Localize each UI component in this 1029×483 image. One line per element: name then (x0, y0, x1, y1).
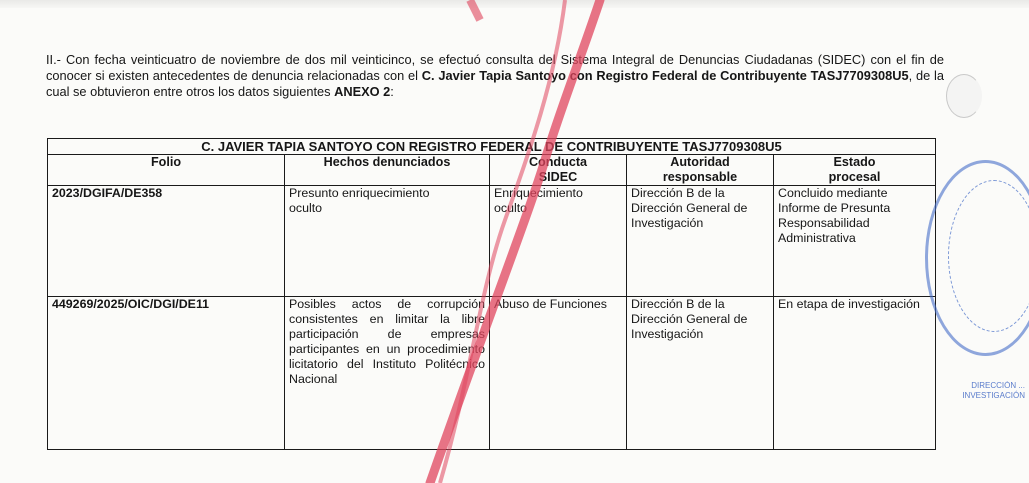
paragraph-text-2: , de la cual se obtuvieron entre otros los datos siguientes (46, 67, 944, 99)
header-estado: Estado procesal (774, 155, 936, 186)
cell-hechos: Presunto enriquecimiento oculto (285, 186, 490, 297)
punch-hole (946, 74, 982, 118)
paragraph-bold-name: C. Javier Tapia Santoyo con Registro Federal de Contribuyente TASJ7709308U5 (421, 67, 909, 83)
paragraph-text-3: : (390, 83, 394, 99)
cell-autoridad: Dirección B de la Dirección General de Investigación (627, 297, 774, 450)
table-title: C. JAVIER TAPIA SANTOYO CON REGISTRO FEDERAL DE CONTRIBUYENTE TASJ7709308U5 (48, 139, 936, 155)
cell-estado: Concluido mediante Informe de Presunta Responsabilidad Administrativa (774, 186, 936, 297)
paragraph-bold-annex: ANEXO 2 (334, 83, 391, 99)
table-row (48, 186, 936, 297)
page-top-edge (0, 0, 1029, 8)
table-row (48, 297, 936, 450)
stamp-caption-text: DIRECCIÓN ... INVESTIGACIÓN (962, 381, 1025, 400)
table-header-row (48, 155, 936, 186)
cell-estado: En etapa de investigación (774, 297, 936, 450)
header-autoridad: Autoridad responsable (627, 155, 774, 186)
header-folio: Folio (48, 155, 285, 186)
cell-conducta: Enriquecimiento oculto (490, 186, 627, 297)
complaints-table (47, 138, 936, 450)
header-conducta: Conducta SIDEC (490, 155, 627, 186)
paragraph-text-1: II.- Con fecha veinticuatro de noviembre de dos mil veinticinco, se efectuó consulta del Sistema Integral de Denuncias Ciudadanas (SIDEC) con el fin de conocer si existen antecedentes de denuncia relacionadas con el (46, 51, 944, 83)
cell-folio: 2023/DGIFA/DE358 (48, 186, 285, 297)
header-hechos: Hechos denunciados (285, 155, 490, 186)
cell-autoridad: Dirección B de la Dirección General de Investigación (627, 186, 774, 297)
table-title-row (48, 139, 936, 155)
cell-hechos: Posibles actos de corrupción consistentes en limitar la libre participación de empresas participantes en un procedimiento licitatorio del Instituto Politécnico Nacional (285, 297, 490, 450)
cell-folio: 449269/2025/OIC/DGI/DE11 (48, 297, 285, 450)
cell-conducta: Abuso de Funciones (490, 297, 627, 450)
paragraph-ii (46, 52, 944, 100)
stamp-caption (925, 381, 1025, 401)
